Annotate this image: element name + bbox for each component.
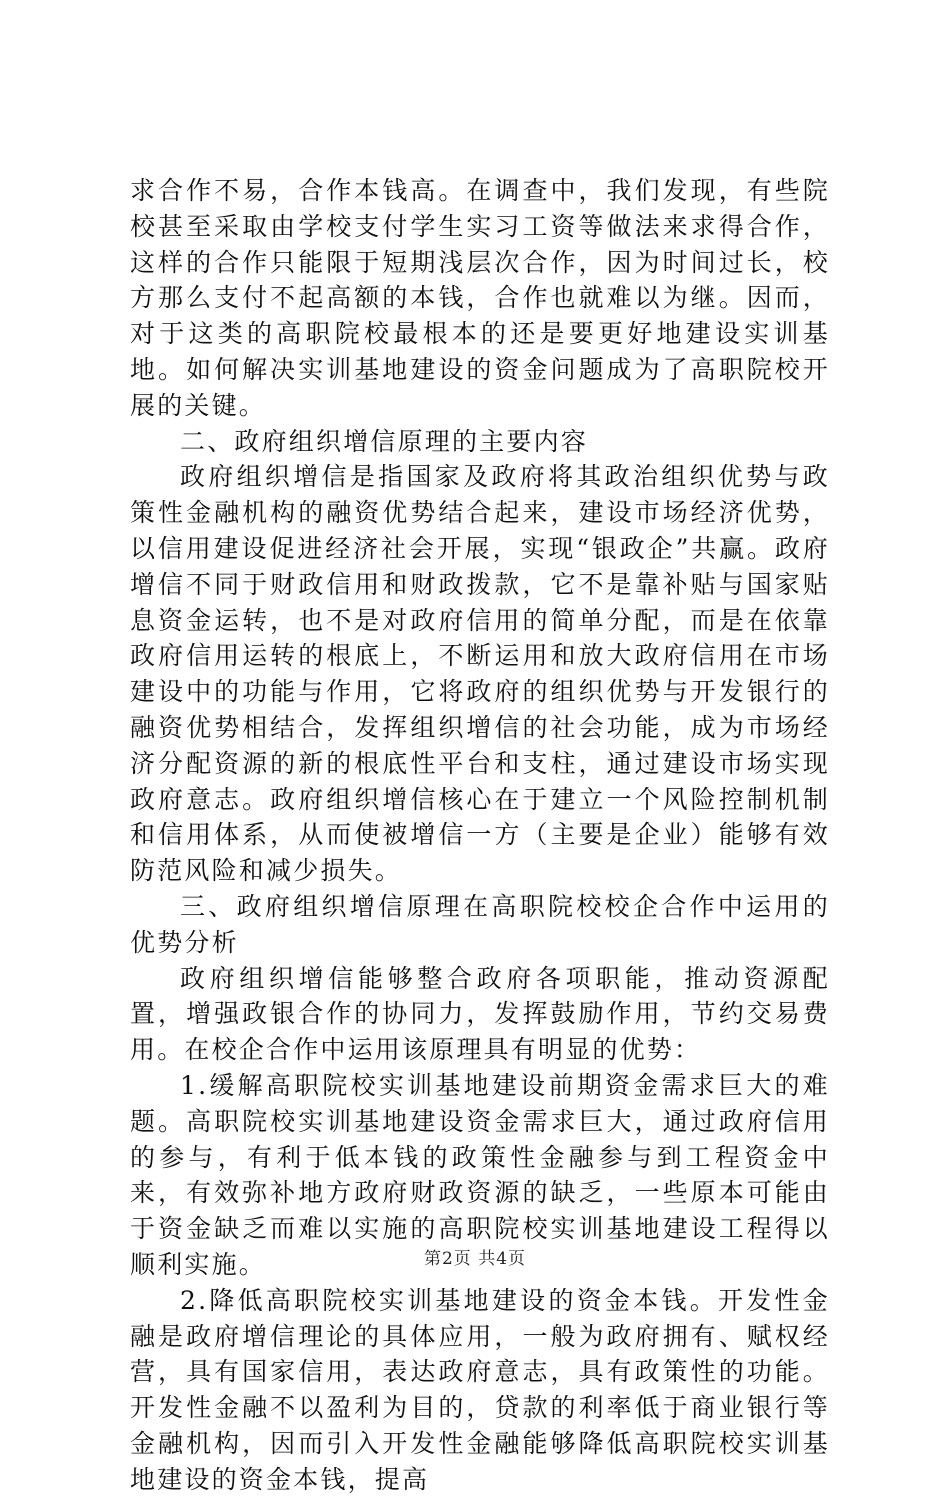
paragraph-continuation: 求合作不易，合作本钱高。在调查中，我们发现，有些院校甚至采取由学校支付学生实习工资等做法来求得合作，这样的合作只能限于短期浅层次合作，因为时间过长，校方那么支付不起高额的本钱，合作也就难以为继。因而，对于这类的高职院校最根本的还是要更好地建设实训基地。如何解决实训基地建设的资金问题成为了高职院校开展的关键。 bbox=[130, 176, 830, 420]
document-body bbox=[130, 173, 830, 1497]
section-heading-3: 三、政府组织增信原理在高职院校校企合作中运用的优势分析 bbox=[130, 891, 830, 957]
section-heading-2: 二、政府组织增信原理的主要内容 bbox=[180, 426, 589, 456]
paragraph-point-2: 2.降低高职院校实训基地建设的资金本钱。开发性金融是政府增信理论的具体应用，一般为政府拥有、赋权经营，具有国家信用，表达政府意志，具有政策性的功能。开发性金融不以盈利为目的，贷款的利率低于商业银行等金融机构，因而引入开发性金融能够降低高职院校实训基地建设的资金本钱，提高 bbox=[130, 1285, 830, 1494]
paragraph-advantages-intro: 政府组织增信能够整合政府各项职能，推动资源配置，增强政银合作的协同力，发挥鼓励作用，节约交易费用。在校企合作中运用该原理具有明显的优势： bbox=[130, 963, 830, 1065]
paragraph-definition: 政府组织增信是指国家及政府将其政治组织优势与政策性金融机构的融资优势结合起来，建设市场经济优势，以信用建设促进经济社会开展，实现“银政企”共赢。政府增信不同于财政信用和财政拨款，它不是靠补贴与国家贴息资金运转，也不是对政府信用的简单分配，而是在依靠政府信用运转的根底上，不断运用和放大政府信用在市场建设中的功能与作用，它将政府的组织优势与开发银行的融资优势相结合，发挥组织增信的社会功能，成为市场经济分配资源的新的根底性平台和支柱，通过建设市场实现政府意志。政府组织增信核心在于建立一个风险控制机制和信用体系，从而使被增信一方（主要是企业）能够有效防范风险和减少损失。 bbox=[130, 462, 830, 886]
page-footer: 第2页 共4页 bbox=[423, 1249, 527, 1269]
paragraph-point-1: 1.缓解高职院校实训基地建设前期资金需求巨大的难题。高职院校实训基地建设资金需求巨大，通过政府信用的参与，有利于低本钱的政策性金融参与到工程资金中来，有效弥补地方政府财政资源的缺乏，一些原本可能由于资金缺乏而难以实施的高职院校实训基地建设工程得以顺利实施。 bbox=[130, 1070, 830, 1279]
